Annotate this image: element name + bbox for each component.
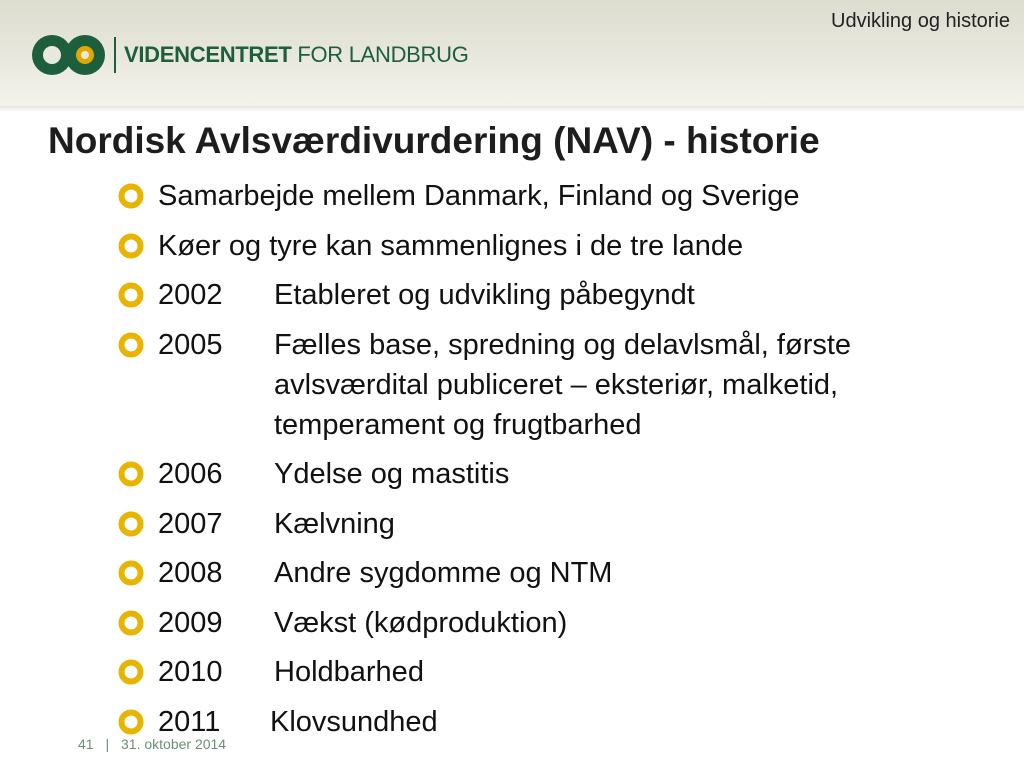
bullet-text: Kælvning	[274, 507, 395, 540]
bullet-year: 2008	[158, 557, 223, 589]
ring-bullet-icon	[118, 233, 144, 259]
bullet-year: 2011	[158, 705, 221, 738]
slide-title: Nordisk Avlsværdivurdering (NAV) - historie	[48, 120, 820, 161]
bullet-text: Ydelse og mastitis	[274, 458, 510, 490]
bullet-text: Holdbarhed	[274, 656, 424, 688]
bullet-item	[118, 652, 998, 692]
logo	[30, 32, 469, 78]
ring-bullet-icon	[118, 610, 144, 636]
footer-date: 31. oktober 2014	[121, 736, 227, 752]
bullet-year: 2007	[158, 507, 223, 540]
bullet-item	[118, 553, 998, 593]
bullet-item	[118, 325, 998, 445]
bullet-year: 2002	[158, 279, 223, 311]
section-label: Udvikling og historie	[831, 10, 1010, 32]
page-number: 41	[78, 736, 94, 752]
bullet-year: 2009	[158, 606, 223, 639]
bullet-text: Køer og tyre kan sammenlignes i de tre lande	[158, 229, 744, 262]
bullet-item	[118, 454, 998, 494]
ring-bullet-icon	[118, 659, 144, 685]
ring-bullet-icon	[118, 332, 144, 358]
bullet-item	[118, 226, 998, 266]
bullet-text: Klovsundhed	[270, 705, 438, 738]
bullet-item	[118, 702, 998, 742]
bullet-year: 2010	[158, 656, 223, 688]
bullet-year: 2005	[158, 328, 223, 361]
bullet-text: Vækst (kødproduktion)	[274, 606, 568, 639]
bullet-year: 2006	[158, 458, 223, 490]
bullet-text: Andre sygdomme og NTM	[274, 557, 613, 589]
footer-separator: |	[105, 736, 110, 752]
ring-bullet-icon	[118, 183, 144, 209]
logo-name-regular: FOR LANDBRUG	[297, 42, 469, 67]
bullet-list	[118, 176, 998, 751]
bullet-item	[118, 504, 998, 544]
bullet-text: Fælles base, spredning og delavlsmål, første avlsværdital publiceret – eksteriør, malketid, temperament og frugtbarhed	[274, 328, 852, 441]
bullet-item	[118, 603, 998, 643]
logo-divider	[114, 37, 116, 73]
ring-bullet-icon	[118, 709, 144, 735]
ring-bullet-icon	[118, 560, 144, 586]
ring-bullet-icon	[118, 511, 144, 537]
bullet-item	[118, 275, 998, 315]
footer	[78, 736, 234, 752]
logo-rings-icon	[30, 32, 108, 78]
bullet-item	[118, 176, 998, 216]
bullet-text: Etableret og udvikling påbegyndt	[274, 279, 695, 311]
logo-name-bold: VIDENCENTRET	[124, 42, 292, 67]
ring-bullet-icon	[118, 461, 144, 487]
logo-text	[124, 42, 469, 68]
ring-bullet-icon	[118, 282, 144, 308]
bullet-text: Samarbejde mellem Danmark, Finland og Sverige	[158, 180, 800, 212]
